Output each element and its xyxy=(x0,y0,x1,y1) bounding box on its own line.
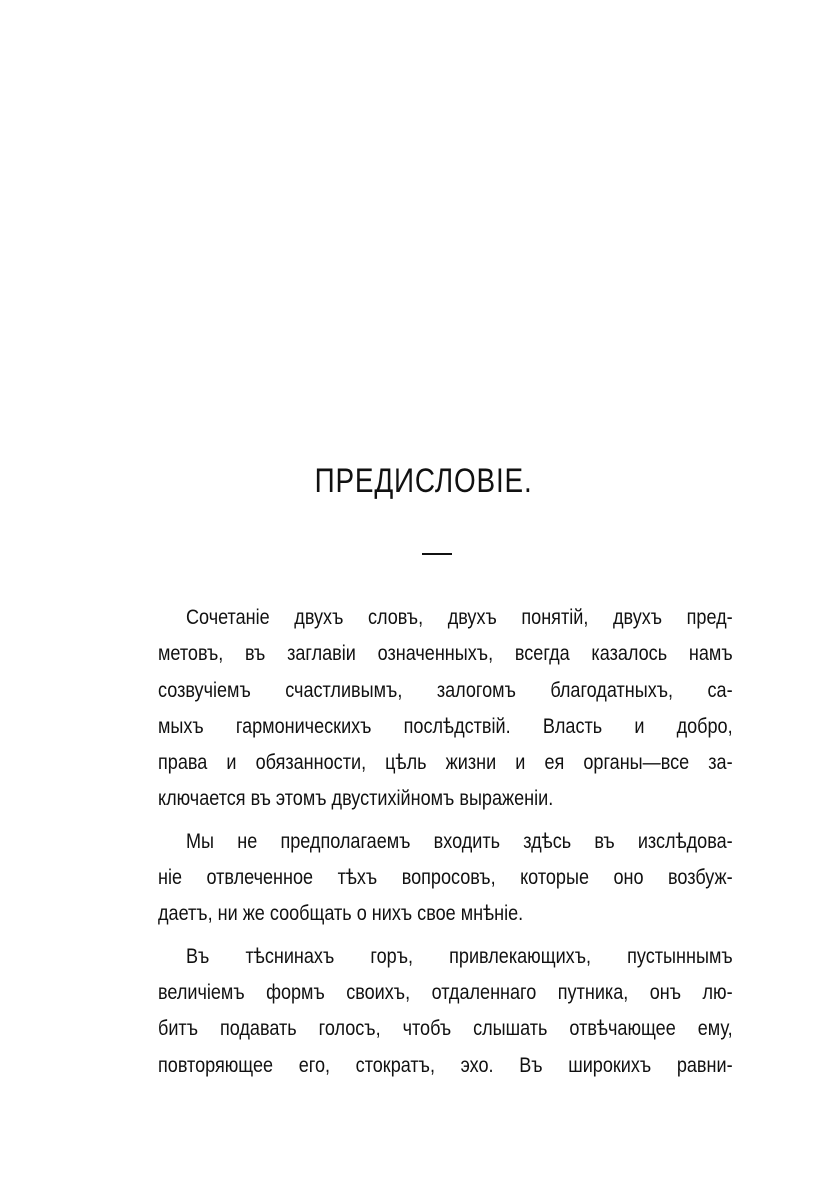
text-line: созвучіемъ счастливымъ, залогомъ благодатныхъ, са- xyxy=(158,678,733,702)
paragraph-1 xyxy=(158,600,734,818)
text-line: права и обязанности, цѣль жизни и ея органы—все за- xyxy=(158,751,733,775)
text-line: Въ тѣснинахъ горъ, привлекающихъ, пустыннымъ xyxy=(186,944,733,968)
page-title: ПРЕДИСЛОВІЕ. xyxy=(314,462,533,500)
text-line: повторяющее его, стократъ, эхо. Въ широкихъ равни- xyxy=(158,1053,733,1077)
title-divider xyxy=(422,553,452,555)
body-text xyxy=(158,600,734,1084)
text-line: даетъ, ни же сообщать о нихъ свое мнѣніе. xyxy=(158,902,524,926)
text-line: мыхъ гармоническихъ послѣдствій. Власть и добро, xyxy=(158,714,733,738)
paragraph-3 xyxy=(158,939,734,1084)
text-line: ключается въ этомъ двустихійномъ выраженіи. xyxy=(158,787,554,811)
text-line: величіемъ формъ своихъ, отдаленнаго путника, онъ лю- xyxy=(158,980,733,1004)
text-line: битъ подавать голосъ, чтобъ слышать отвѣчающее ему, xyxy=(158,1017,733,1041)
text-line: Сочетаніе двухъ словъ, двухъ понятій, двухъ пред- xyxy=(186,606,733,629)
paragraph-2 xyxy=(158,824,734,933)
text-line: Мы не предполагаемъ входить здѣсь въ изслѣдова- xyxy=(186,829,733,853)
text-line: ніе отвлеченное тѣхъ вопросовъ, которые оно возбуж- xyxy=(158,866,733,890)
text-line: метовъ, въ заглавіи означенныхъ, всегда казалось намъ xyxy=(158,642,733,666)
